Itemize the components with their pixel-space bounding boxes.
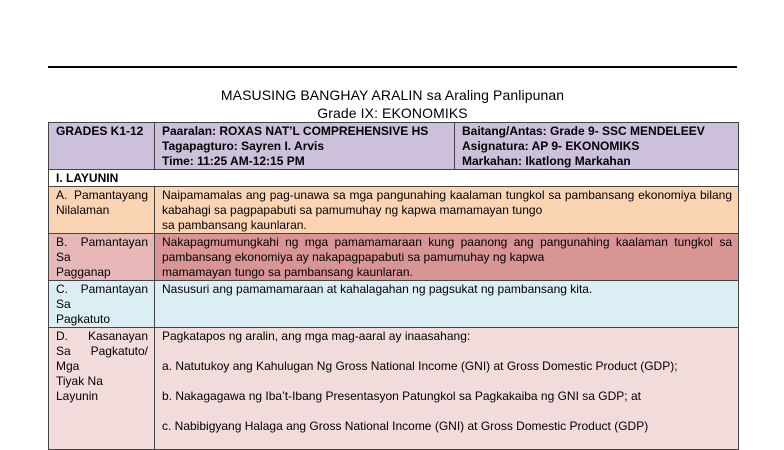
- section-heading-row: [49, 170, 739, 187]
- row-label: [49, 281, 155, 328]
- row-label-line: Nilalaman: [56, 203, 110, 217]
- row-content-text: mamamayan tungo sa pambansang kaunlaran.: [162, 265, 413, 279]
- row-content-text: Nakapagmumungkahi ng mga pamamamaraan kung paanong ang pangunahing kaalaman tungkol sa pambansang ekonomiya ay nakapagpapabuti sa pamumuhay ng kapwa: [162, 235, 732, 264]
- asignatura-text: Asignatura: AP 9- EKONOMIKS: [462, 139, 640, 153]
- row-label-line: Tiyak Na Layunin: [56, 374, 103, 403]
- document-subtitle: Grade IX: EKONOMIKS: [317, 105, 468, 121]
- document-title: MASUSING BANGHAY ARALIN sa Araling Panlipunan: [220, 87, 565, 103]
- row-content-text: sa pambansang kaunlaran.: [162, 218, 307, 232]
- objective-item: b. Nakagagawa ng Iba’t-Ibang Presentasyon Patungkol sa Pagkakaiba ng GNI sa GDP; at: [162, 389, 641, 403]
- row-content: [155, 234, 739, 281]
- objective-item: a. Natutukoy ang Kahulugan Ng Gross National Income (GNI) at Gross Domestic Product (GDP);: [162, 359, 678, 373]
- kasanayan-sa-pagkatuto-row: [49, 328, 739, 450]
- markahan-text: Markahan: Ikatlong Markahan: [462, 154, 631, 168]
- paaralan-text: Paaralan: ROXAS NAT’L COMPREHENSIVE HS: [162, 124, 429, 138]
- grade-level-cell: [455, 123, 739, 170]
- row-label-line: B. Pamantayan Sa: [56, 235, 148, 264]
- row-label: [49, 234, 155, 281]
- row-label-line: Pagkatuto: [56, 312, 111, 326]
- row-content: Nasusuri ang pamamamaraan at kahalagahan ng pagsukat ng pambansang kita.: [155, 281, 739, 328]
- row-label: [49, 328, 155, 450]
- header-row: [49, 123, 739, 170]
- row-label-line: C. Pamantayan Sa: [56, 282, 148, 311]
- pamantayang-nilalaman-row: [49, 187, 739, 234]
- pamantayan-sa-pagkatuto-row: [49, 281, 739, 328]
- row-content: [155, 328, 739, 450]
- objective-item: c. Nabibigyang Halaga ang Gross National Income (GNI) at Gross Domestic Product (GDP): [162, 419, 649, 433]
- tagapagturo-text: Tagapagturo: Sayren I. Arvis: [162, 139, 325, 153]
- row-label: [49, 187, 155, 234]
- row-label-line: A. Pamantayang: [56, 188, 148, 202]
- baitang-text: Baitang/Antas: Grade 9- SSC MENDELEEV: [462, 124, 705, 138]
- top-rule: [48, 66, 737, 68]
- time-text: Time: 11:25 AM-12:15 PM: [162, 154, 305, 168]
- row-label-line: Pagganap: [56, 265, 111, 279]
- row-label-line: D. Kasanayan Sa Pagkatuto/ Mga: [56, 329, 148, 373]
- objectives-intro: Pagkatapos ng aralin, ang mga mag-aaral ay inaasahang:: [162, 329, 471, 343]
- section-title: I. LAYUNIN: [49, 170, 739, 187]
- lesson-plan-table: [48, 122, 739, 450]
- row-content-text: Naipamamalas ang pag-unawa sa mga pangunahing kaalaman tungkol sa pambansang ekonomiya bilang kabahagi sa pagpapabuti sa pamumuhay ng kapwa mamamayan tungo: [162, 188, 732, 217]
- school-cell: [155, 123, 455, 170]
- row-content: [155, 187, 739, 234]
- pamantayan-sa-pagganap-row: [49, 234, 739, 281]
- grades-cell: GRADES K1-12: [49, 123, 155, 170]
